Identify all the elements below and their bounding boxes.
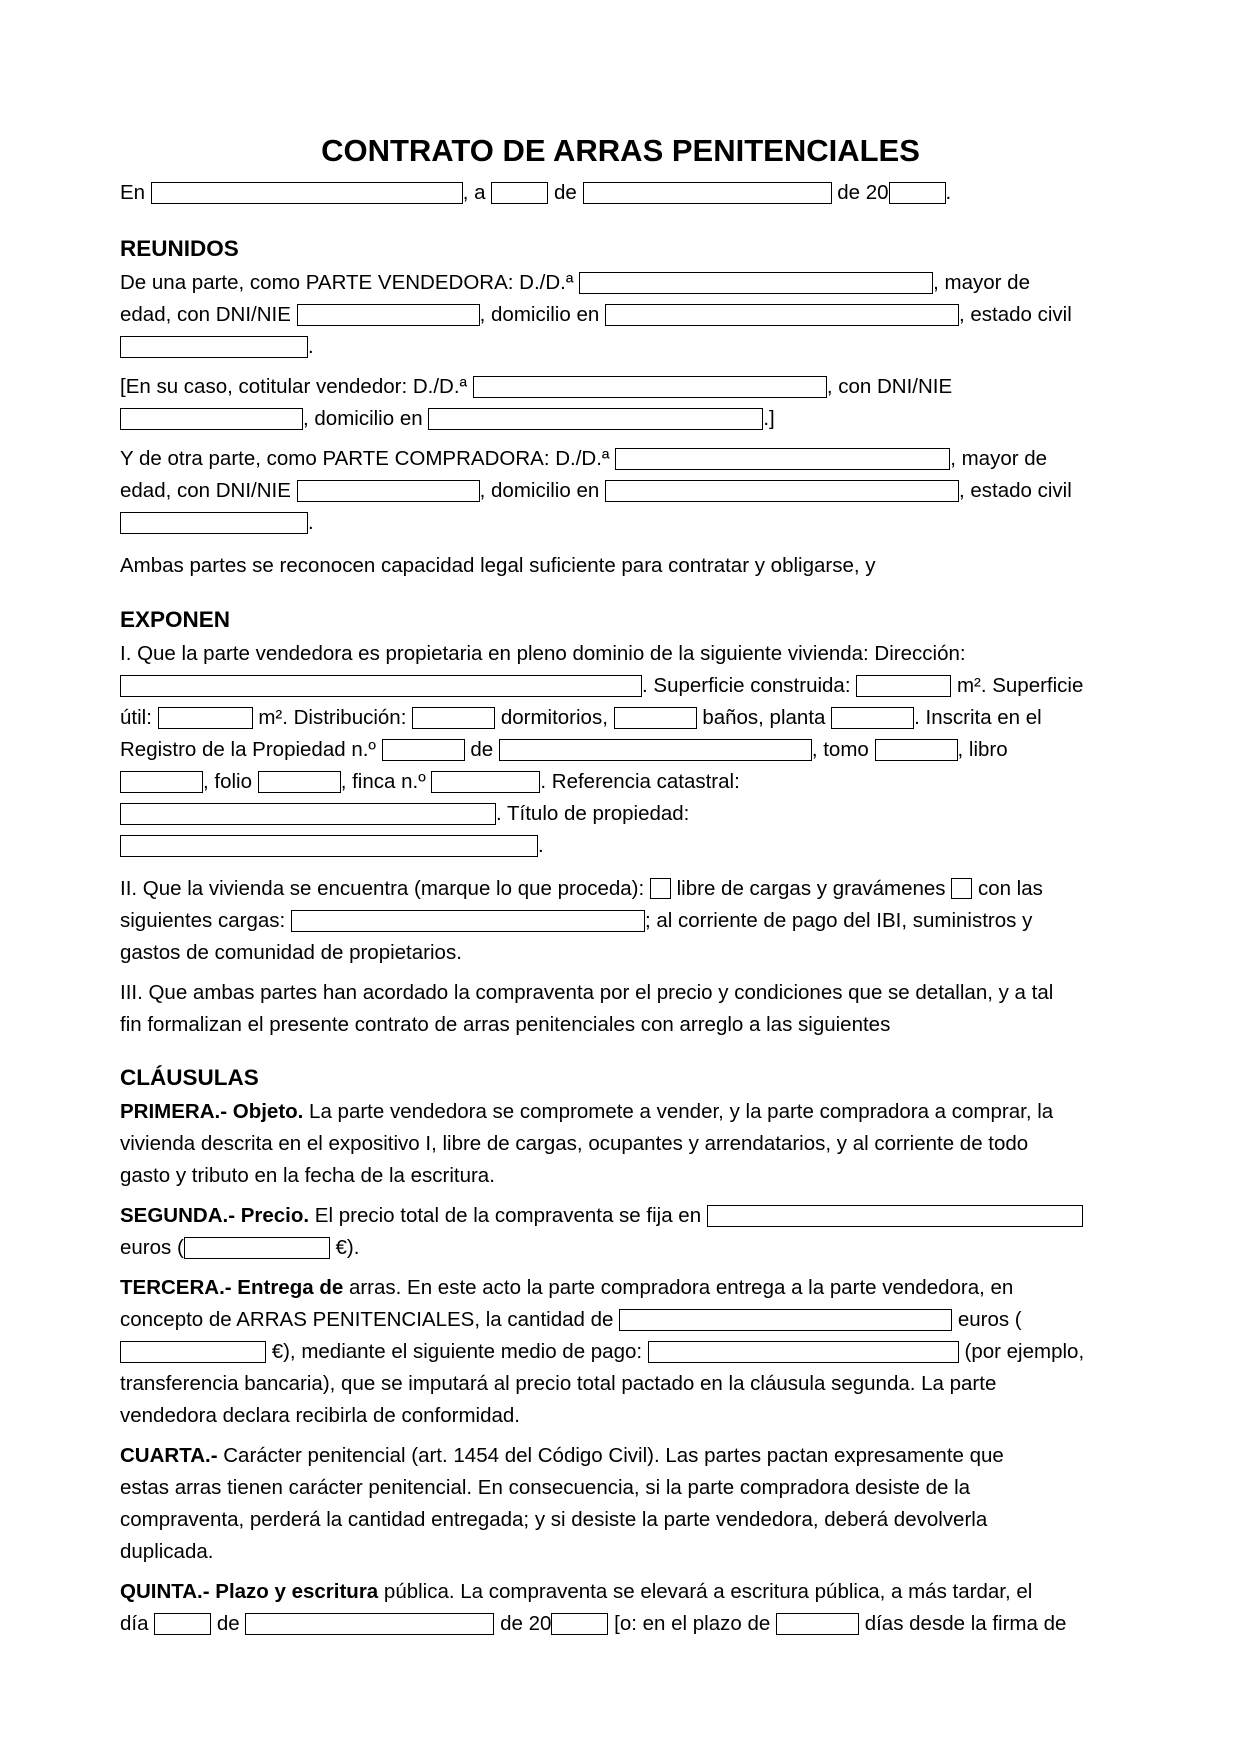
text-mayor: , mayor de: [933, 271, 1030, 294]
seller-line-2: [120, 302, 1072, 328]
tercera-line-3: [120, 1339, 1084, 1365]
text-titulo: . Título de propiedad:: [496, 802, 690, 825]
text-superficie-construida: . Superficie construida:: [642, 674, 851, 697]
seller-civil-status-field[interactable]: [120, 336, 308, 358]
coowner-label: [En su caso, cotitular vendedor: D./D.ª: [120, 375, 468, 398]
seller-name-field[interactable]: [579, 272, 933, 294]
text-domicilio: , domicilio en: [479, 303, 600, 326]
text-util: útil:: [120, 706, 152, 729]
coowner-line-2: [120, 406, 775, 432]
folio-field[interactable]: [258, 771, 341, 793]
text-folio: , folio: [203, 770, 252, 793]
header-line: [120, 180, 951, 206]
exponen-i-line-6: [120, 801, 689, 827]
text-euros-open: euros (: [957, 1308, 1022, 1331]
text-de: de: [470, 738, 494, 761]
text-finca: , finca n.º: [340, 770, 426, 793]
cuarta-line-4: duplicada.: [120, 1540, 214, 1563]
text-ii: II. Que la vivienda se encuentra (marque lo que proceda):: [120, 877, 645, 900]
cadastral-reference-field[interactable]: [120, 803, 496, 825]
bathrooms-field[interactable]: [614, 707, 697, 729]
text-period: .: [308, 511, 314, 534]
free-of-charges-checkbox[interactable]: [650, 878, 671, 899]
text-libro: , libro: [957, 738, 1008, 761]
text-close-bracket: .]: [763, 407, 775, 430]
exponen-iii-line-2: fin formalizan el presente contrato de arras penitenciales con arreglo a las siguientes: [120, 1013, 891, 1036]
text-de: de: [553, 181, 577, 204]
clausulas-heading: CLÁUSULAS: [120, 1065, 259, 1090]
text-estado-civil: , estado civil: [958, 479, 1072, 502]
bedrooms-field[interactable]: [412, 707, 495, 729]
property-address-field[interactable]: [120, 675, 642, 697]
exponen-i-line-7: [120, 833, 544, 859]
tercera-line-4: transferencia bancaria), que se imputará al precio total pactado en la cláusula segunda. La parte: [120, 1372, 997, 1395]
text-dni: , con DNI/NIE: [826, 375, 953, 398]
text-period: .: [538, 834, 544, 857]
text-banos-planta: baños, planta: [702, 706, 826, 729]
reunidos-heading: REUNIDOS: [120, 236, 239, 261]
place-field[interactable]: [151, 182, 463, 204]
text-dias-desde: días desde la firma de: [864, 1612, 1067, 1635]
tercera-line-5: vendedora declara recibirla de conformidad.: [120, 1404, 520, 1427]
text-dia: día: [120, 1612, 149, 1635]
deed-day-field[interactable]: [154, 1613, 211, 1635]
day-field[interactable]: [491, 182, 548, 204]
with-charges-checkbox[interactable]: [951, 878, 972, 899]
text-de: de: [216, 1612, 240, 1635]
text-ibi: ; al corriente de pago del IBI, suministros y: [644, 909, 1033, 932]
primera-line-2: vivienda descrita en el expositivo I, libre de cargas, ocupantes y arrendatarios, y al corriente de todo: [120, 1132, 1029, 1155]
floor-field[interactable]: [831, 707, 914, 729]
exponen-i-line-2: [120, 673, 1083, 699]
buyer-address-field[interactable]: [605, 480, 959, 502]
seller-address-field[interactable]: [605, 304, 959, 326]
text-domicilio: , domicilio en: [303, 407, 423, 430]
segunda-line-1: [120, 1203, 1083, 1229]
price-number-field[interactable]: [184, 1237, 330, 1259]
text-inscrita: . Inscrita en el: [914, 706, 1042, 729]
segunda-text: El precio total de la compraventa se fija en: [309, 1204, 702, 1227]
exponen-iii-line-1: III. Que ambas partes han acordado la compraventa por el precio y condiciones que se detallan, y a tal: [120, 981, 1054, 1004]
exponen-heading: EXPONEN: [120, 607, 231, 632]
document-title: CONTRATO DE ARRAS PENITENCIALES: [321, 133, 920, 168]
text-referencia-catastral: . Referencia catastral:: [540, 770, 740, 793]
segunda-line-2: [120, 1235, 359, 1261]
tercera-line-2: [120, 1307, 1022, 1333]
buyer-name-field[interactable]: [615, 448, 950, 470]
buyer-line-3: [120, 510, 314, 536]
text-euro-close: €).: [335, 1236, 360, 1259]
text-cantidad: concepto de ARRAS PENITENCIALES, la cantidad de: [120, 1308, 614, 1331]
tercera-line-1: [120, 1275, 1013, 1301]
deposit-words-field[interactable]: [619, 1309, 952, 1331]
primera-text: La parte vendedora se compromete a vender, y la parte compradora a comprar, la: [303, 1100, 1054, 1123]
buyer-line-1: [120, 446, 1047, 472]
tercera-text: arras. En este acto la parte compradora entrega a la parte vendedora, en: [343, 1276, 1014, 1299]
exponen-i-line-1: I. Que la parte vendedora es propietaria en pleno dominio de la siguiente vivienda: Dirección:: [120, 642, 966, 665]
coowner-name-field[interactable]: [473, 376, 827, 398]
text-tomo: , tomo: [811, 738, 869, 761]
text-euros-open: euros (: [120, 1236, 184, 1259]
seller-dni-field[interactable]: [297, 304, 480, 326]
cuarta-label: CUARTA.-: [120, 1444, 218, 1467]
exponen-i-line-5: [120, 769, 740, 795]
finca-field[interactable]: [431, 771, 540, 793]
segunda-label: SEGUNDA.- Precio.: [120, 1204, 310, 1227]
month-field[interactable]: [583, 182, 832, 204]
coowner-dni-field[interactable]: [120, 408, 303, 430]
exponen-ii-line-1: [120, 876, 1043, 902]
text-period: .: [945, 181, 952, 204]
primera-line-1: [120, 1099, 1053, 1125]
text-estado-civil: , estado civil: [958, 303, 1072, 326]
text-domicilio: , domicilio en: [479, 479, 600, 502]
quinta-label: QUINTA.- Plazo y escritura: [120, 1580, 379, 1603]
text-dni: edad, con DNI/NIE: [120, 303, 291, 326]
text-a: , a: [462, 181, 486, 204]
deed-days-field[interactable]: [776, 1613, 859, 1635]
libro-field[interactable]: [120, 771, 203, 793]
quinta-text: pública. La compraventa se elevará a escritura pública, a más tardar, el: [378, 1580, 1033, 1603]
built-area-field[interactable]: [856, 675, 951, 697]
exponen-i-line-4: [120, 737, 1008, 763]
coowner-line-1: [120, 374, 952, 400]
text-distribucion: m². Distribución:: [258, 706, 407, 729]
text-con-las: con las: [977, 877, 1043, 900]
text-m2-superficie: m². Superficie: [956, 674, 1084, 697]
tercera-label: TERCERA.- Entrega de: [120, 1276, 344, 1299]
deed-month-field[interactable]: [245, 1613, 494, 1635]
text-dni: edad, con DNI/NIE: [120, 479, 291, 502]
seller-label: De una parte, como PARTE VENDEDORA: D./D.ª: [120, 271, 574, 294]
property-title-field[interactable]: [120, 835, 538, 857]
deed-year-field[interactable]: [551, 1613, 608, 1635]
seller-line-1: [120, 270, 1030, 296]
price-words-field[interactable]: [707, 1205, 1083, 1227]
tomo-field[interactable]: [875, 739, 958, 761]
cuarta-text: Carácter penitencial (art. 1454 del Código Civil). Las partes pactan expresamente que: [217, 1444, 1004, 1467]
exponen-ii-line-3: gastos de comunidad de propietarios.: [120, 941, 462, 964]
text-mayor: , mayor de: [950, 447, 1048, 470]
year-field[interactable]: [889, 182, 946, 204]
text-en: En: [120, 181, 146, 204]
coowner-address-field[interactable]: [428, 408, 763, 430]
primera-label: PRIMERA.- Objeto.: [120, 1100, 304, 1123]
capacity-statement: Ambas partes se reconocen capacidad legal suficiente para contratar y obligarse, y: [120, 554, 876, 577]
text-siguientes-cargas: siguientes cargas:: [120, 909, 286, 932]
buyer-dni-field[interactable]: [297, 480, 480, 502]
text-de20: de 20: [837, 181, 889, 204]
quinta-line-2: [120, 1611, 1066, 1637]
buyer-line-2: [120, 478, 1072, 504]
text-por-ejemplo: (por ejemplo,: [964, 1340, 1085, 1363]
payment-method-field[interactable]: [648, 1341, 959, 1363]
primera-line-3: gasto y tributo en la fecha de la escritura.: [120, 1164, 495, 1187]
deposit-number-field[interactable]: [120, 1341, 266, 1363]
registry-number-field[interactable]: [382, 739, 465, 761]
seller-line-3: [120, 334, 314, 360]
buyer-label: Y de otra parte, como PARTE COMPRADORA: D./D.ª: [120, 447, 610, 470]
charges-field[interactable]: [291, 910, 645, 932]
cuarta-line-2: estas arras tienen carácter penitencial. En consecuencia, si la parte compradora desiste de la: [120, 1476, 971, 1499]
quinta-line-1: [120, 1579, 1032, 1605]
exponen-i-line-3: [120, 705, 1042, 731]
text-de20: de 20: [500, 1612, 552, 1635]
text-registro: Registro de la Propiedad n.º: [120, 738, 376, 761]
text-dormitorios: dormitorios,: [500, 706, 608, 729]
cuarta-line-1: [120, 1443, 1004, 1469]
text-libre-cargas: libre de cargas y gravámenes: [676, 877, 946, 900]
text-en-el-plazo: [o: en el plazo de: [614, 1612, 771, 1635]
usable-area-field[interactable]: [158, 707, 253, 729]
buyer-civil-status-field[interactable]: [120, 512, 308, 534]
text-medio-pago: €), mediante el siguiente medio de pago:: [271, 1340, 643, 1363]
registry-city-field[interactable]: [499, 739, 812, 761]
text-period: .: [308, 335, 314, 358]
exponen-ii-line-2: [120, 908, 1032, 934]
cuarta-line-3: compraventa, perderá la cantidad entregada; y si desiste la parte vendedora, deberá devolverla: [120, 1508, 988, 1531]
